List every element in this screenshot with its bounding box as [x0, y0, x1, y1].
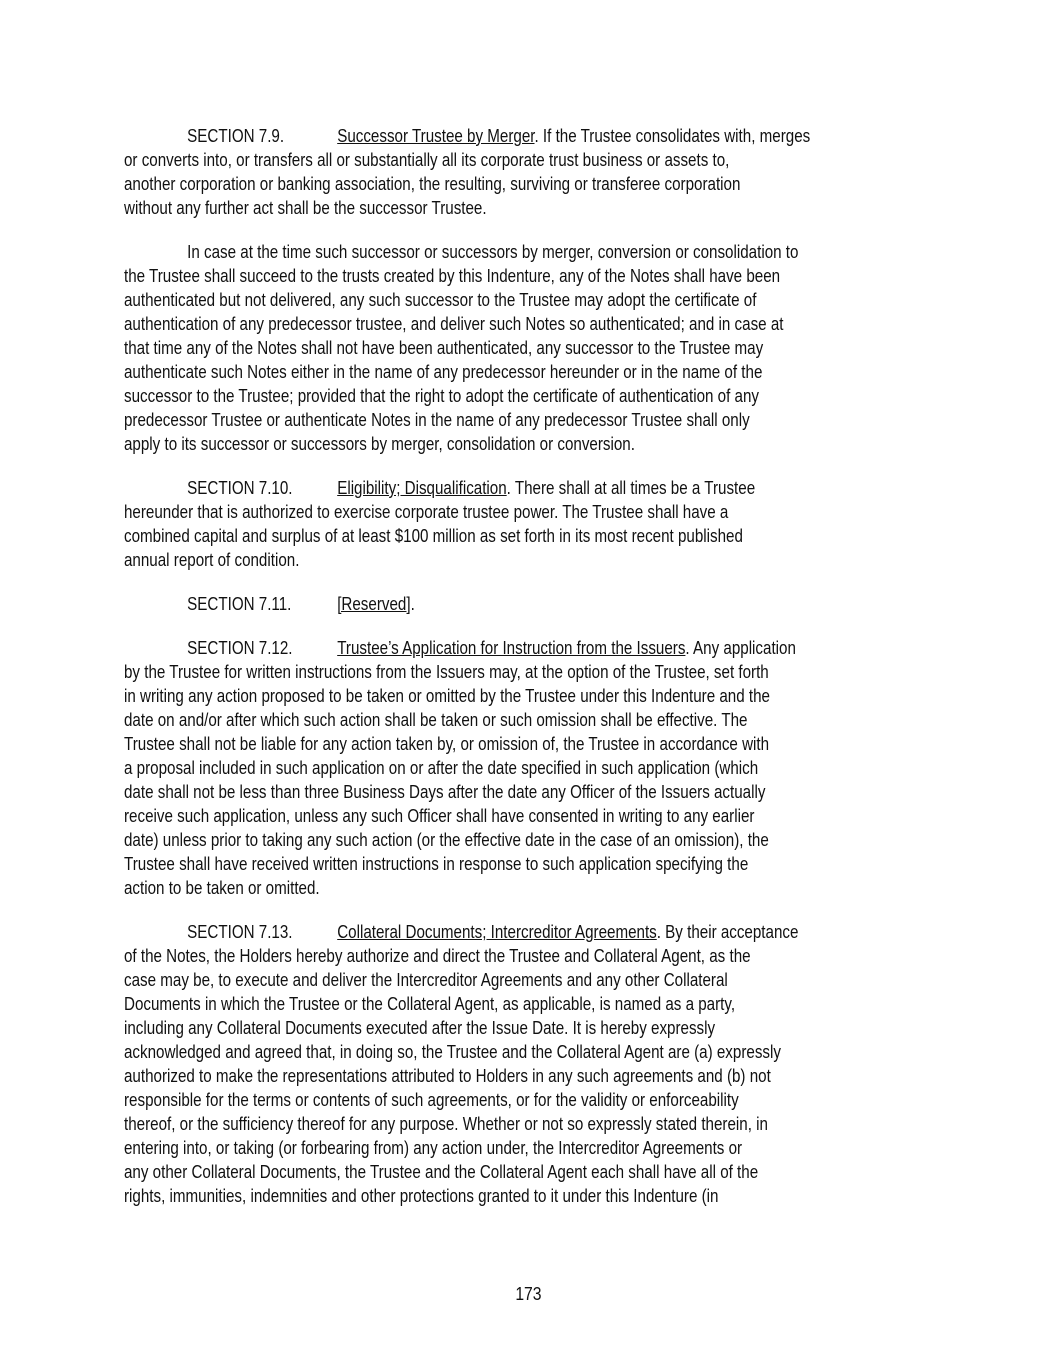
- text-line: date shall not be less than three Business Days after the date any Officer of the Issuers actually: [124, 781, 766, 802]
- section-text: .: [410, 593, 415, 614]
- section-paragraph: [124, 592, 1057, 616]
- text-line: without any further act shall be the successor Trustee.: [124, 197, 487, 218]
- text-line: authentication of any predecessor trustee, and deliver such Notes so authenticated; and in case at: [124, 313, 784, 334]
- text-line: another corporation or banking association, the resulting, surviving or transferee corporation: [124, 173, 741, 194]
- body-paragraph: [124, 240, 1057, 456]
- section-number: SECTION 7.9.: [187, 125, 285, 146]
- section-title: [Reserved]: [337, 593, 411, 614]
- text-line: action to be taken or omitted.: [124, 877, 320, 898]
- section-title: Collateral Documents; Intercreditor Agreements: [337, 921, 657, 942]
- text-line: responsible for the terms or contents of such agreements, or for the validity or enforceability: [124, 1089, 739, 1110]
- text-line: date) unless prior to taking any such action (or the effective date in the case of an omission), the: [124, 829, 769, 850]
- paragraph-first-line: [124, 636, 944, 660]
- section-paragraph: [124, 920, 1057, 1208]
- text-line: that time any of the Notes shall not have been authenticated, any successor to the Trustee may: [124, 337, 764, 358]
- section-paragraph: [124, 124, 1057, 220]
- section-title: Trustee’s Application for Instruction from the Issuers: [337, 637, 686, 658]
- section-number: SECTION 7.12.: [187, 637, 293, 658]
- text-line: the Trustee shall succeed to the trusts created by this Indenture, any of the Notes shall have been: [124, 265, 781, 286]
- text-line: a proposal included in such application on or after the date specified in such application (which: [124, 757, 759, 778]
- text-line: rights, immunities, indemnities and other protections granted to it under this Indenture (in: [124, 1185, 719, 1206]
- paragraph-first-line: [124, 240, 944, 264]
- text-line: case may be, to execute and deliver the Intercreditor Agreements and any other Collateral: [124, 969, 728, 990]
- text-line: predecessor Trustee or authenticate Notes in the name of any predecessor Trustee shall only: [124, 409, 750, 430]
- section-text: . If the Trustee consolidates with, merges: [534, 125, 811, 146]
- section-number: SECTION 7.13.: [187, 921, 293, 942]
- section-paragraph: [124, 476, 1057, 572]
- text-line: by the Trustee for written instructions from the Issuers may, at the option of the Trustee, set forth: [124, 661, 769, 682]
- text-line: successor to the Trustee; provided that the right to adopt the certificate of authentication of any: [124, 385, 760, 406]
- text-line: combined capital and surplus of at least $100 million as set forth in its most recent published: [124, 525, 743, 546]
- section-text: . There shall at all times be a Trustee: [506, 477, 756, 498]
- text-line: Documents in which the Trustee or the Collateral Agent, as applicable, is named as a party,: [124, 993, 736, 1014]
- text-line: including any Collateral Documents executed after the Issue Date. It is hereby expressly: [124, 1017, 716, 1038]
- text-line: Trustee shall have received written instructions in response to such application specifying the: [124, 853, 749, 874]
- text-line: any other Collateral Documents, the Trustee and the Collateral Agent each shall have all of the: [124, 1161, 759, 1182]
- text-line: or converts into, or transfers all or substantially all its corporate trust business or assets to,: [124, 149, 730, 170]
- section-number: SECTION 7.10.: [187, 477, 293, 498]
- text-line: thereof, or the sufficiency thereof for any purpose. Whether or not so expressly stated therein, in: [124, 1113, 768, 1134]
- paragraph-first-line: [124, 476, 944, 500]
- text-line: authenticated but not delivered, any such successor to the Trustee may adopt the certificate of: [124, 289, 757, 310]
- text-line: of the Notes, the Holders hereby authorize and direct the Trustee and Collateral Agent, as the: [124, 945, 751, 966]
- text-line: apply to its successor or successors by merger, consolidation or conversion.: [124, 433, 635, 454]
- text-line: authenticate such Notes either in the name of any predecessor hereunder or in the name of the: [124, 361, 763, 382]
- page-number-text: 173: [515, 1283, 542, 1304]
- document-body: [124, 124, 1057, 1228]
- text-line: receive such application, unless any such Officer shall have consented in writing to any earlier: [124, 805, 755, 826]
- section-paragraph: [124, 636, 1057, 900]
- text-line: in writing any action proposed to be taken or omitted by the Trustee under this Indenture and the: [124, 685, 770, 706]
- text-line: hereunder that is authorized to exercise corporate trustee power. The Trustee shall have a: [124, 501, 729, 522]
- paragraph-first-line: [124, 920, 944, 944]
- text-line: acknowledged and agreed that, in doing so, the Trustee and the Collateral Agent are (a) expressly: [124, 1041, 781, 1062]
- section-text: . By their acceptance: [656, 921, 799, 942]
- section-number: SECTION 7.11.: [187, 593, 292, 614]
- paragraph-text: In case at the time such successor or successors by merger, conversion or consolidation to: [187, 241, 799, 262]
- text-line: authorized to make the representations attributed to Holders in any such agreements and (b) not: [124, 1065, 771, 1086]
- paragraph-first-line: [124, 124, 944, 148]
- text-line: entering into, or taking (or forbearing from) any action under, the Intercreditor Agreements or: [124, 1137, 743, 1158]
- text-line: date on and/or after which such action shall be taken or such omission shall be effective. The: [124, 709, 748, 730]
- section-text: . Any application: [685, 637, 796, 658]
- page-number: [0, 1282, 1057, 1306]
- section-title: Eligibility; Disqualification: [337, 477, 507, 498]
- section-title: Successor Trustee by Merger: [337, 125, 535, 146]
- paragraph-first-line: [124, 592, 944, 616]
- text-line: annual report of condition.: [124, 549, 300, 570]
- text-line: Trustee shall not be liable for any action taken by, or omission of, the Trustee in accordance with: [124, 733, 770, 754]
